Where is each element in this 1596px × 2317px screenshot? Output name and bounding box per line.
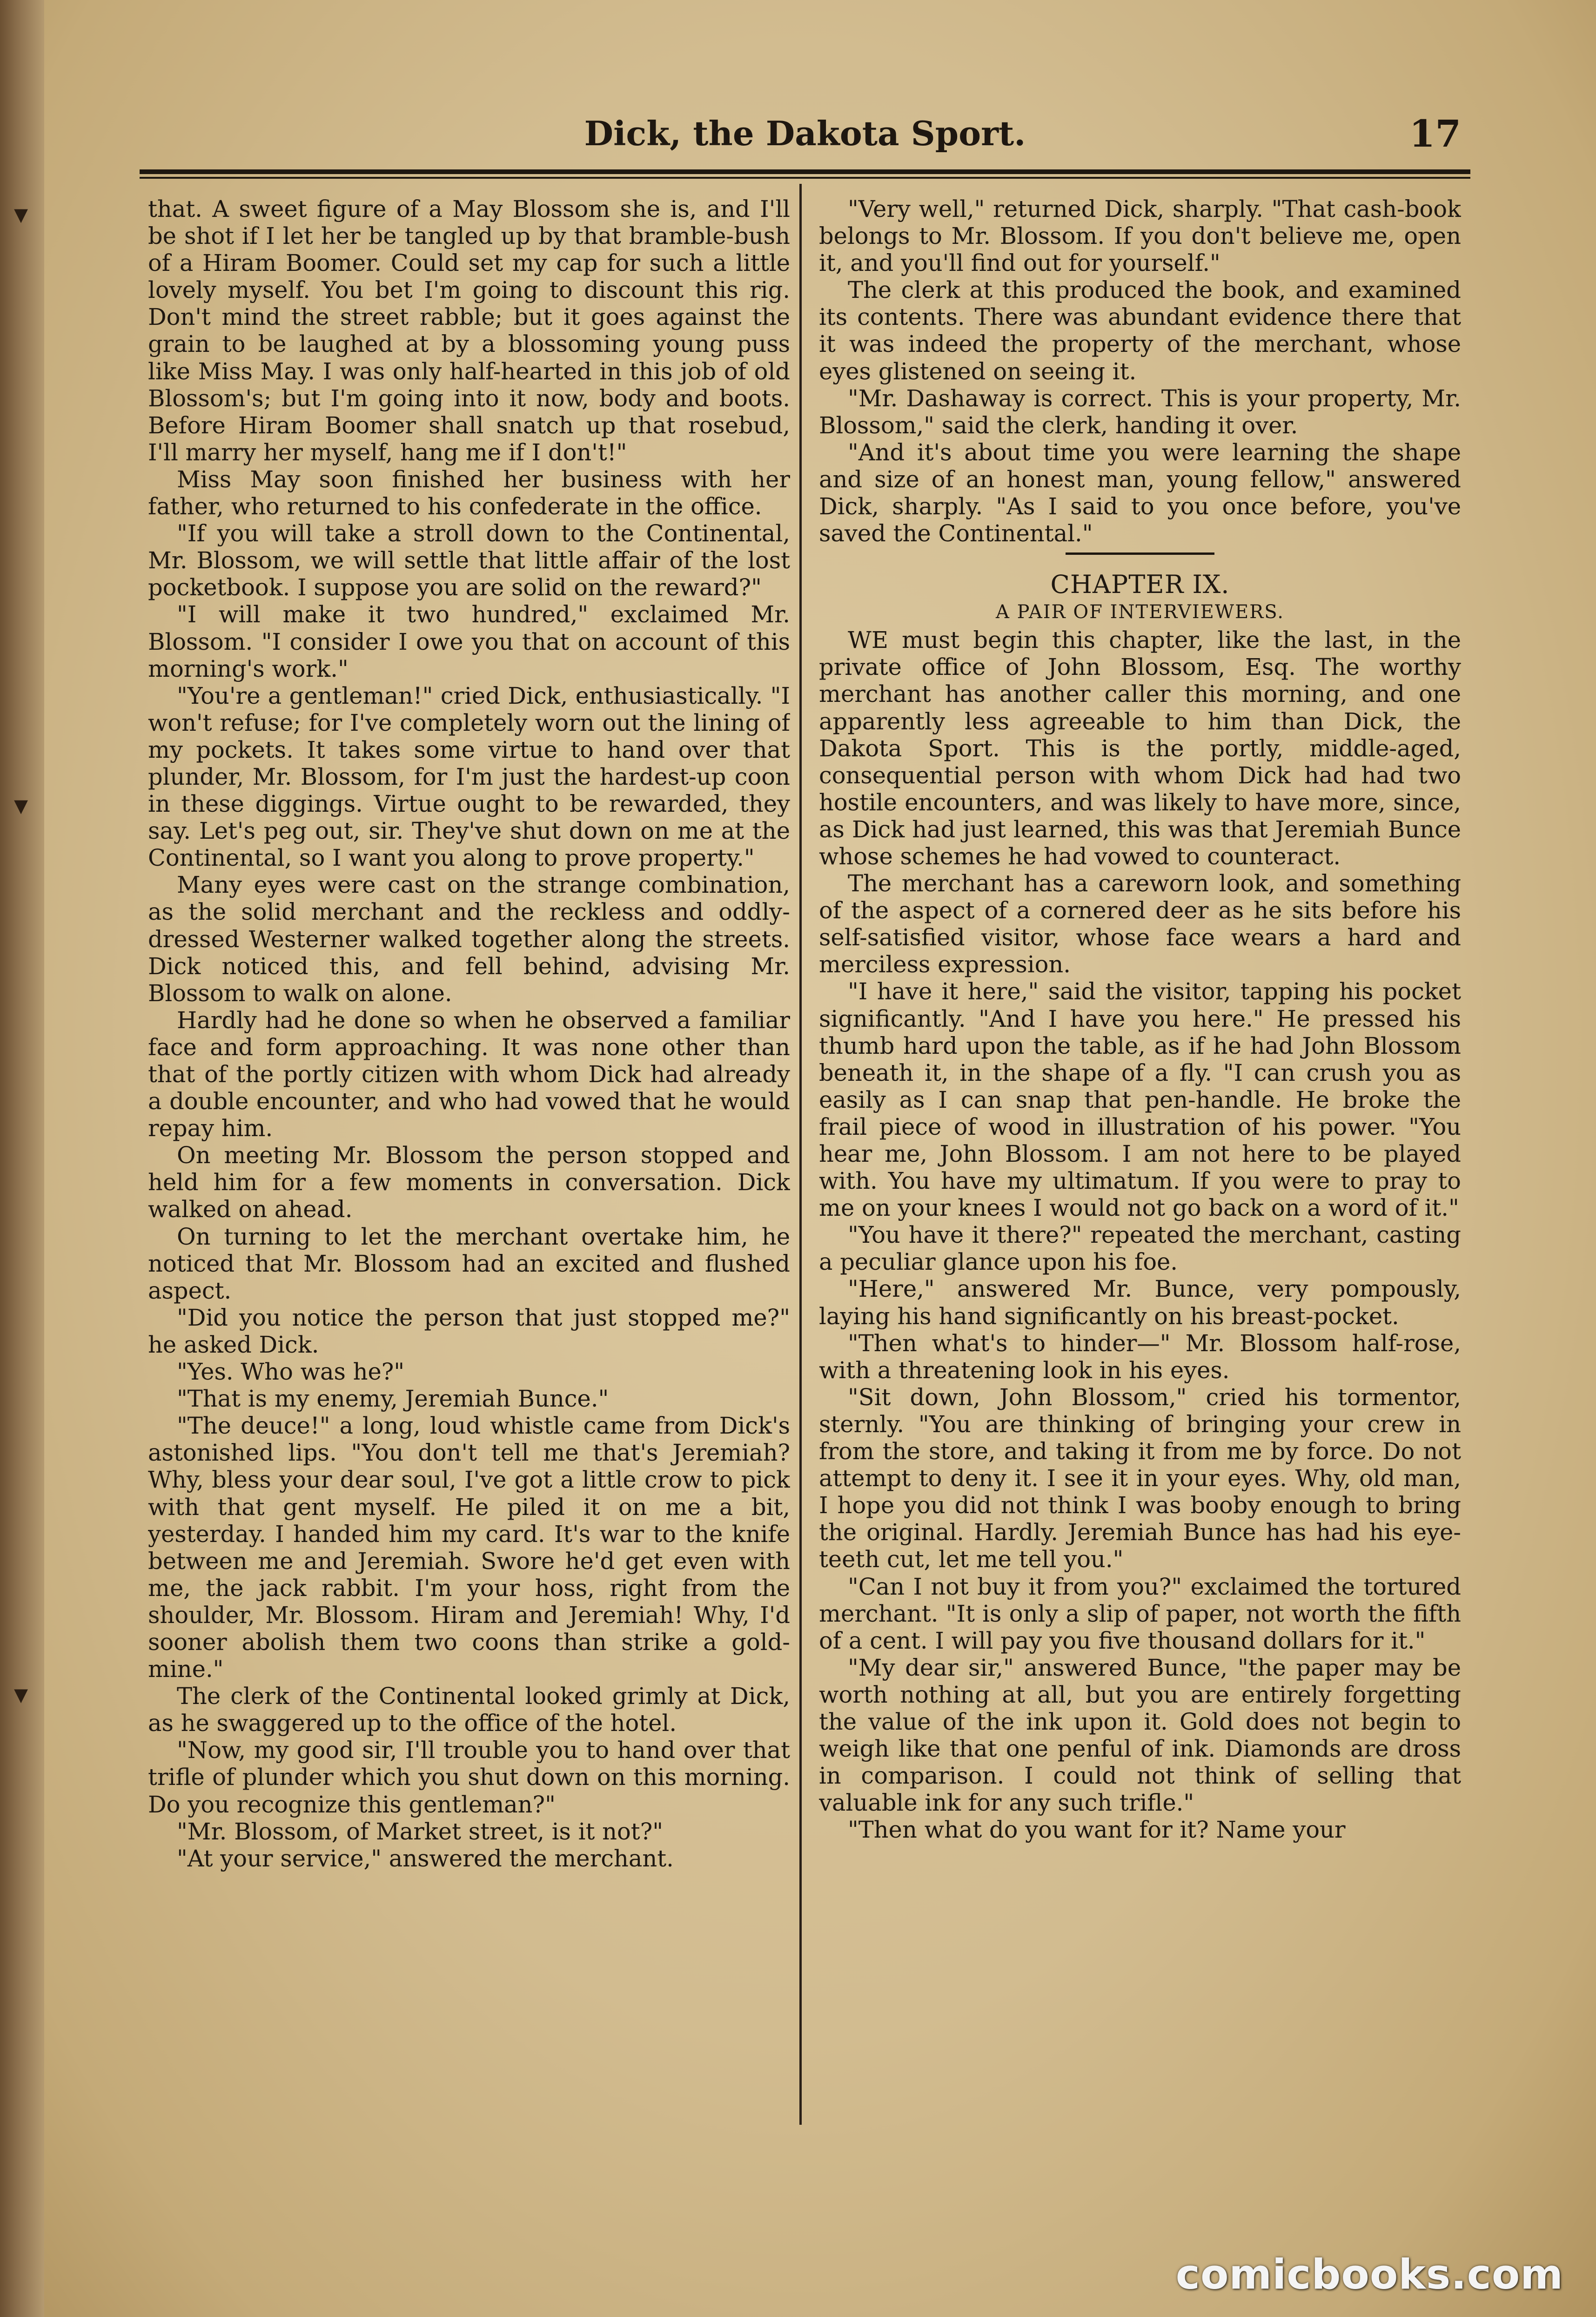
paragraph: "I have it here," said the visitor, tapping his pocket significantly. "And I have you here." He pressed his thumb hard upon the table, as if he had John Blossom beneath it, in the shape of a fly. "I can crush you as easily as I can snap that pen-handle. He broke the frail piece of wood in illustration of his power. "You hear me, John Blossom. I am not here to be played with. You have my ultimatum. If you were to pray to me on your knees I would not go back on a word of it.": [819, 978, 1461, 1222]
paragraph: "If you will take a stroll down to the Continental, Mr. Blossom, we will settle that little affair of the lost pocketbook. I suppose you are solid on the reward?": [148, 520, 790, 601]
binding-hole-icon: ▾: [14, 198, 28, 230]
paragraph: The merchant has a careworn look, and something of the aspect of a cornered deer as he sits before his self-satisfied visitor, whose face wears a hard and merciless expression.: [819, 870, 1461, 978]
paragraph: "You're a gentleman!" cried Dick, enthusiastically. "I won't refuse; for I've completely worn out the lining of my pockets. It takes some virtue to hand over that plunder, Mr. Blossom, for I'm just the hardest-up coon in these diggings. Virtue ought to be rewarded, they say. Let's peg out, sir. They've shut down on me at the Continental, so I want you along to prove property.": [148, 682, 790, 872]
paragraph: Miss May soon finished her business with her father, who returned to his confederate in the office.: [148, 465, 790, 520]
paragraph: Many eyes were cast on the strange combination, as the solid merchant and the reckless and oddly-dressed Westerner walked together along the streets. Dick noticed this, and fell behind, advising Mr. Blossom to walk on alone.: [148, 871, 790, 1007]
paragraph: The clerk of the Continental looked grimly at Dick, as he swaggered up to the office of the hotel.: [148, 1683, 790, 1737]
paragraph: "Here," answered Mr. Bunce, very pompously, laying his hand significantly on his breast-pocket.: [819, 1275, 1461, 1330]
column-divider: [799, 184, 802, 2125]
chapter-subtitle: A PAIR OF INTERVIEWERS.: [995, 601, 1284, 623]
binding-hole-icon: ▾: [14, 1678, 28, 1711]
paragraph: "My dear sir," answered Bunce, "the paper may be worth nothing at all, but you are entirely forgetting the value of the ink upon it. Gold does not begin to weigh like that one penful of ink. Diamonds are dross in comparison. I could not think of selling that valuable ink for any such trifle.": [819, 1654, 1461, 1817]
paragraph: "Did you notice the person that just stopped me?" he asked Dick.: [148, 1304, 790, 1358]
running-header: [140, 114, 1470, 165]
paragraph: "At your service," answered the merchant.: [177, 1845, 674, 1872]
header-rule: [140, 169, 1470, 174]
left-column: [148, 195, 790, 2122]
right-column: [819, 195, 1461, 2122]
paragraph: "I will make it two hundred," exclaimed Mr. Blossom. "I consider I owe you that on account of this morning's work.": [148, 601, 790, 682]
paragraph: "Mr. Blossom, of Market street, is it not?": [177, 1818, 664, 1845]
paragraph: Hardly had he done so when he observed a familiar face and form approaching. It was none other than that of the portly citizen with whom Dick had already a double encounter, and who had vowed that he would repay him.: [148, 1006, 790, 1142]
site-watermark: comicbooks.com: [1175, 2250, 1563, 2298]
header-title: Dick, the Dakota Sport.: [584, 114, 1026, 153]
binding-hole-icon: ▾: [14, 789, 28, 822]
paragraph: "That is my enemy, Jeremiah Bunce.": [177, 1385, 609, 1413]
paragraph: "Mr. Dashaway is correct. This is your property, Mr. Blossom," said the clerk, handing it over.: [819, 384, 1461, 439]
paragraph: "Yes. Who was he?": [177, 1358, 405, 1386]
paragraph: On meeting Mr. Blossom the person stopped and held him for a few moments in conversation. Dick walked on ahead.: [148, 1142, 790, 1223]
paragraph: "And it's about time you were learning the shape and size of an honest man, young fellow," answered Dick, sharply. "As I said to you once before, you've saved the Continental.": [819, 438, 1461, 547]
paragraph: WE must begin this chapter, like the last, in the private office of John Blossom, Esq. The worthy merchant has another caller this morning, and one apparently less agreeable to him than Dick, the Dakota Sport. This is the portly, middle-aged, consequential person with whom Dick had had two hostile encounters, and was likely to have more, since, as Dick had just learned, this was that Jeremiah Bunce whose schemes he had vowed to counteract.: [819, 626, 1461, 870]
paragraph: "Then what do you want for it? Name your: [848, 1816, 1346, 1844]
paragraph: that. A sweet figure of a May Blossom she is, and I'll be shot if I let her be tangled up by that bramble-bush of a Hiram Boomer. Could set my cap for such a little lovely myself. You bet I'm going to discount this rig. Don't mind the street rabble; but it goes against the grain to be laughed at by a blossoming young puss like Miss May. I was only half-hearted in this job of old Blossom's; but I'm going into it now, body and boots. Before Hiram Boomer shall snatch up that rosebud, I'll marry her myself, hang me if I don't!": [148, 195, 790, 466]
paragraph: "Sit down, John Blossom," cried his tormentor, sternly. "You are thinking of bringing your crew in from the store, and taking it from me by force. Do not attempt to deny it. I see it in your eyes. Why, old man, I hope you did not think I was booby enough to bring the original. Hardly. Jeremiah Bunce has had his eye-teeth cut, let me tell you.": [819, 1383, 1461, 1573]
paragraph: On turning to let the merchant overtake him, he noticed that Mr. Blossom had an excited and flushed aspect.: [148, 1223, 790, 1304]
paragraph: "Now, my good sir, I'll trouble you to hand over that trifle of plunder which you shut down on this morning. Do you recognize this gentleman?": [148, 1737, 790, 1818]
paragraph: "Then what's to hinder—" Mr. Blossom half-rose, with a threatening look in his eyes.: [819, 1329, 1461, 1384]
paragraph: "You have it there?" repeated the merchant, casting a peculiar glance upon his foe.: [819, 1221, 1461, 1276]
paragraph: "The deuce!" a long, loud whistle came from Dick's astonished lips. "You don't tell me that's Jeremiah? Why, bless your dear soul, I've got a little crow to pick with that gent myself. He piled it on me a bit, yesterday. I handed him my card. It's war to the knife between me and Jeremiah. Swore he'd get even with me, the jack rabbit. I'm your hoss, right from the shoulder, Mr. Blossom. Hiram and Jeremiah! Why, I'd sooner abolish them two coons than strike a gold-mine.": [148, 1412, 790, 1683]
page-number: 17: [1409, 112, 1461, 155]
book-spine: [0, 0, 44, 2317]
paragraph: "Can I not buy it from you?" exclaimed the tortured merchant. "It is only a slip of paper, not worth the fifth of a cent. I will pay you five thousand dollars for it.": [819, 1573, 1461, 1654]
header-rule-thin: [140, 177, 1470, 179]
chapter-title: CHAPTER IX.: [1050, 570, 1230, 599]
paragraph: The clerk at this produced the book, and examined its contents. There was abundant evidence there that it was indeed the property of the merchant, whose eyes glistened on seeing it.: [819, 276, 1461, 385]
chapter-rule: [1066, 552, 1214, 555]
paragraph: "Very well," returned Dick, sharply. "That cash-book belongs to Mr. Blossom. If you don't believe me, open it, and you'll find out for yourself.": [819, 195, 1461, 277]
